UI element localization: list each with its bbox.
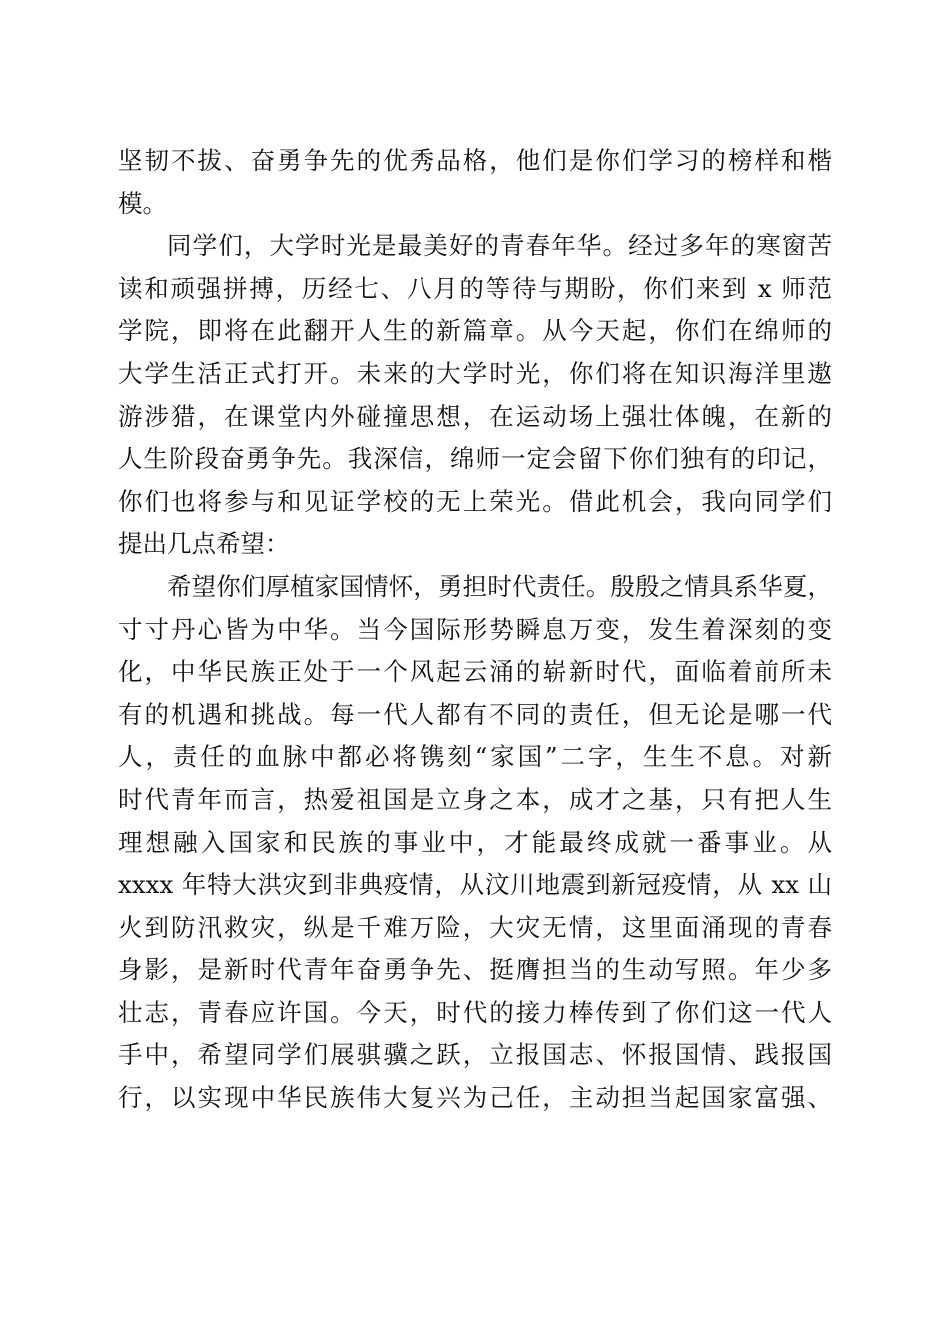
text-line: 壮志，青春应许国。今天，时代的接力棒传到了你们这一代人 [118, 997, 832, 1027]
text-line: 时代青年而言，热爱祖国是立身之本，成才之基，只有把人生 [118, 784, 832, 814]
text-line: 你们也将参与和见证学校的无上荣光。借此机会，我向同学们 [118, 486, 832, 516]
text-line: 读和顽强拼搏，历经七、八月的等待与期盼，你们来到 x 师范 [118, 273, 832, 303]
text-line: 理想融入国家和民族的事业中，才能最终成就一番事业。从 [118, 827, 832, 857]
paragraph-first-line: 同学们，大学时光是最美好的青春年华。经过多年的寒窗苦 [167, 231, 832, 261]
text-line: 有的机遇和挑战。每一代人都有不同的责任，但无论是哪一代 [118, 699, 832, 729]
text-line: 人，责任的血脉中都必将镌刻“家国”二字，生生不息。对新 [118, 742, 832, 772]
text-line: 游涉猎，在课堂内外碰撞思想，在运动场上强壮体魄，在新的 [118, 401, 832, 431]
text-line: 身影，是新时代青年奋勇争先、挺膺担当的生动写照。年少多 [118, 955, 832, 985]
text-line: 人生阶段奋勇争先。我深信，绵师一定会留下你们独有的印记， [118, 444, 832, 474]
text-line: 提出几点希望： [118, 529, 290, 559]
paragraph-first-line: 希望你们厚植家国情怀，勇担时代责任。殷殷之情具系华夏， [167, 571, 832, 601]
text-line: 化，中华民族正处于一个风起云涌的崭新时代，面临着前所未 [118, 657, 832, 687]
text-line: 寸寸丹心皆为中华。当今国际形势瞬息万变，发生着深刻的变 [118, 614, 832, 644]
text-line: 手中，希望同学们展骐骥之跃，立报国志、怀报国情、践报国 [118, 1040, 832, 1070]
text-line: 模。 [118, 188, 167, 218]
text-line: 行，以实现中华民族伟大复兴为己任，主动担当起国家富强、 [118, 1083, 832, 1113]
text-line: xxxx 年特大洪灾到非典疫情，从汶川地震到新冠疫情，从 xx 山 [118, 870, 832, 900]
text-line: 学院，即将在此翻开人生的新篇章。从今天起，你们在绵师的 [118, 316, 832, 346]
text-line: 坚韧不拔、奋勇争先的优秀品格，他们是你们学习的榜样和楷 [118, 146, 832, 175]
body-text [118, 141, 832, 1118]
text-line: 火到防汛救灾，纵是千难万险，大灾无情，这里面涌现的青春 [118, 912, 832, 942]
text-line: 大学生活正式打开。未来的大学时光，你们将在知识海洋里遨 [118, 358, 832, 388]
